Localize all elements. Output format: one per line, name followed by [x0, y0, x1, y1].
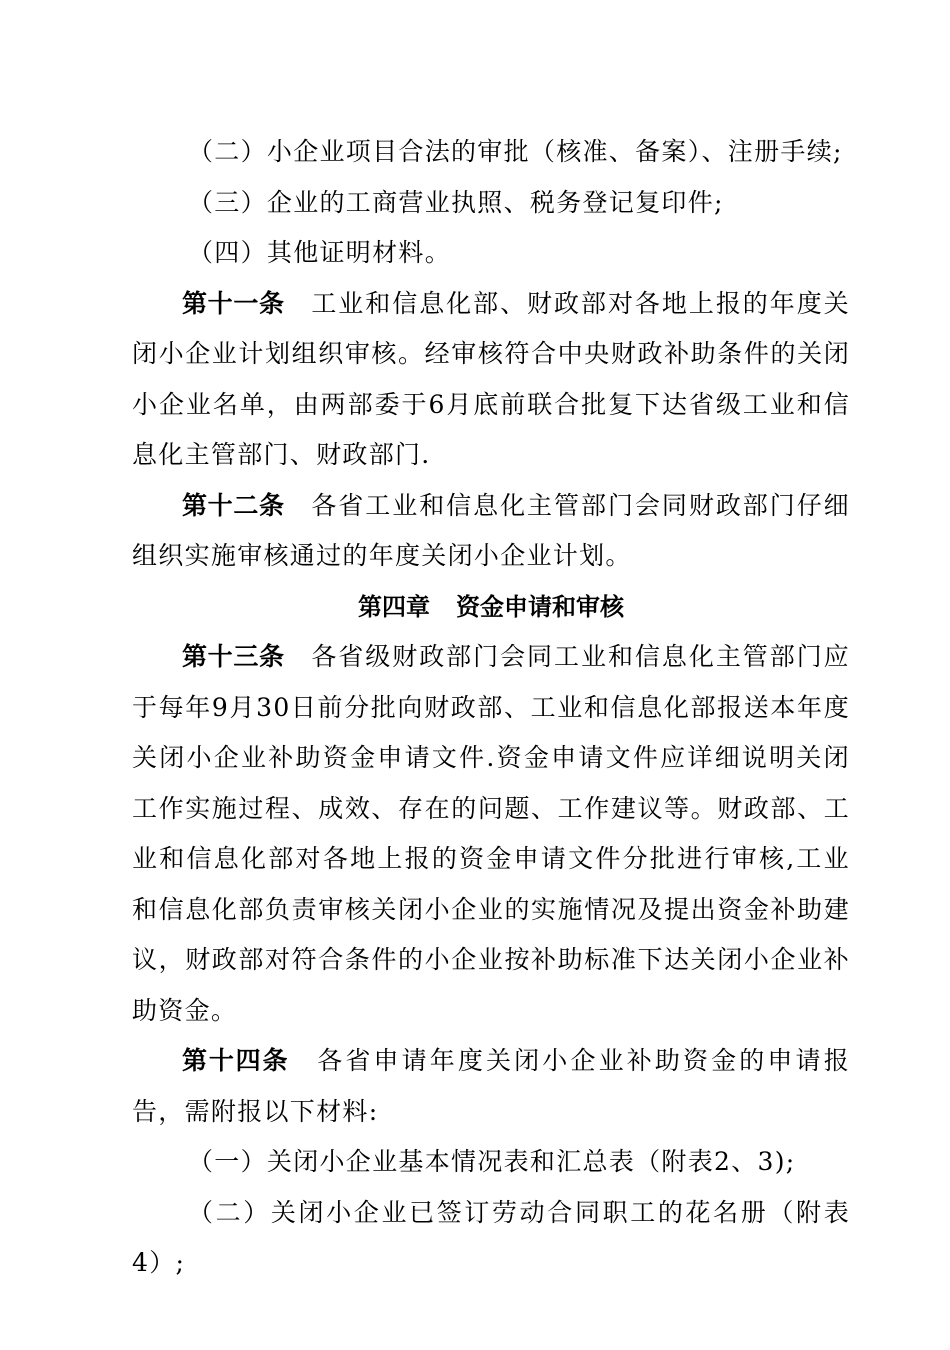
chapter-title: 资金申请和审核	[456, 592, 624, 621]
article-11	[132, 279, 850, 481]
article-text: 各省申请年度关闭小企业补助资金的申请报告，需附报以下材料:	[132, 1046, 850, 1126]
list-item: （二）小企业项目合法的审批（核准、备案）、注册手续;	[188, 137, 843, 166]
article-text: 工业和信息化部、财政部对各地上报的年度关闭小企业计划组织审核。经审核符合中央财政补助条件的关闭小企业名单，由两部委于6月底前联合批复下达省级工业和信息化主管部门、财政部门.	[132, 288, 850, 469]
article-heading: 第十三条	[182, 642, 285, 671]
article-heading: 第十二条	[182, 490, 285, 520]
list-item: （一）关闭小企业基本情况表和汇总表（附表2、3);	[188, 1147, 796, 1176]
chapter-number: 第四章	[358, 592, 430, 621]
list-item: （四）其他证明材料。	[188, 238, 452, 267]
document-body	[132, 127, 850, 1289]
article-14	[132, 1036, 850, 1137]
article-text: 各省级财政部门会同工业和信息化主管部门应于每年9月30日前分批向财政部、工业和信息化部报送本年度关闭小企业补助资金申请文件.资金申请文件应详细说明关闭工作实施过程、成效、存在的问题、工作建议等。财政部、工业和信息化部对各地上报的资金申请文件分批进行审核,工业和信息化部负责审核关闭小企业的实施情况及提出资金补助建议，财政部对符合条件的小企业按补助标准下达关闭小企业补助资金。	[132, 642, 850, 1025]
article-heading: 第十四条	[182, 1046, 290, 1075]
list-item: （三）企业的工商营业执照、税务登记复印件;	[188, 187, 724, 217]
article-12	[132, 481, 850, 582]
list-item: （二）关闭小企业已签订劳动合同职工的花名册（附表4）;	[132, 1197, 850, 1277]
article-text: 各省工业和信息化主管部门会同财政部门仔细组织实施审核通过的年度关闭小企业计划。	[132, 490, 850, 570]
article-heading: 第十一条	[182, 288, 285, 318]
article-13	[132, 632, 850, 1036]
chapter-heading	[132, 582, 850, 633]
